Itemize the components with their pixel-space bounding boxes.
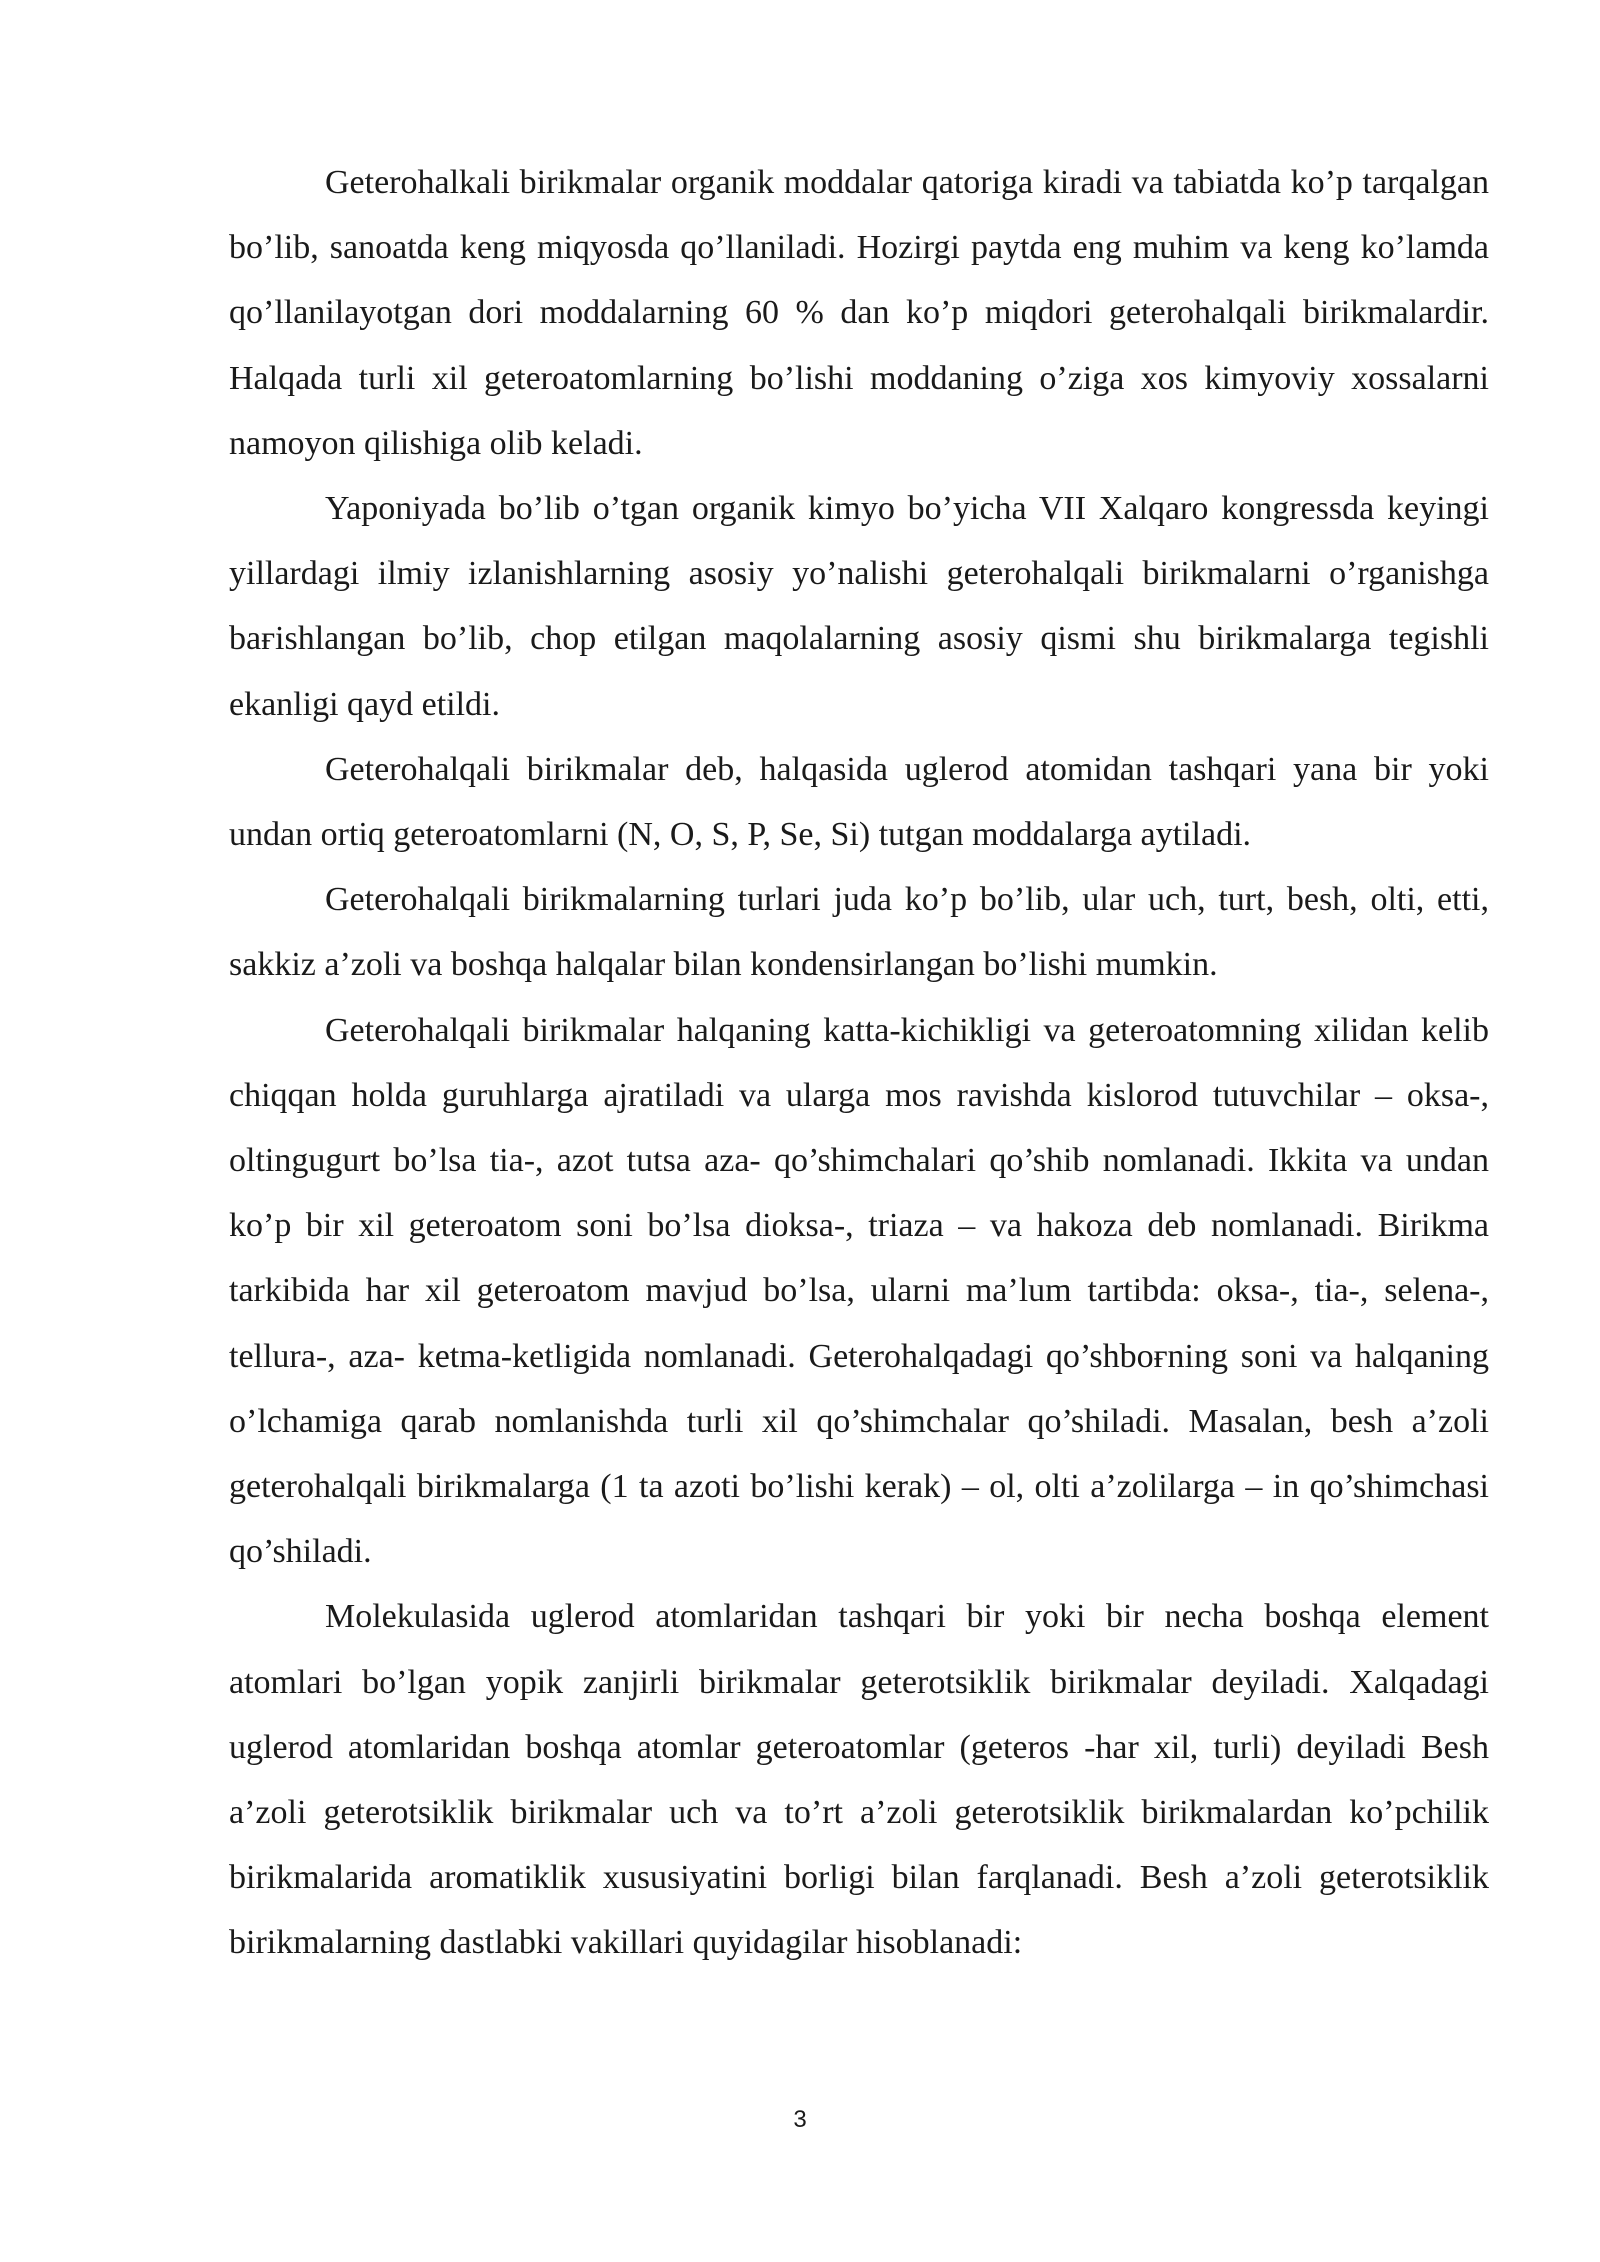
paragraph-nomenclature: Geterohalqali birikmalar halqaning katta-kichikligi va geteroatomning xilidan kelib chiqqan holda guruhlarga ajratiladi va ularga mos ravishda kislorod tutuvchilar – oksa-, oltingugurt bo’lsa tia-, azot tutsa aza- qo’shimchalari qo’shib nomlanadi. Ikkita va undan ko’p bir xil geteroatom soni bo’lsa dioksa-, triaza – va hakoza deb nomlanadi. Birikma tarkibida har xil geteroatom mavjud bo’lsa, ularni ma’lum tartibda: oksa-, tia-, selena-, tellura-, aza- ketma-ketligida nomlanadi. Geterohalqadagi qo’shboғning soni va halqaning o’lchamiga qarab nomlanishda turli xil qo’shimchalar qo’shiladi. Masalan, besh a’zoli geterohalqali birikmalarga (1 ta azoti bo’lishi kerak) – ol, olti a’zolilarga – in qo’shimchasi qo’shiladi. bbox=[229, 1011, 1489, 1571]
page-number: 3 bbox=[793, 2106, 807, 2133]
paragraph-heterocyclic: Molekulasida uglerod atomlaridan tashqari bir yoki bir necha boshqa element atomlari bo’lgan yopik zanjirli birikmalar geterotsiklik birikmalar deyiladi. Xalqadagi uglerod atomlaridan boshqa atomlar geteroatomlar (geteros -har xil, turli) deyiladi Besh a’zoli geterotsiklik birikmalar uch va to’rt a’zoli geterotsiklik birikmalardan ko’pchilik birikmalarida aromatiklik xususiyatini borligi bilan farqlanadi. Besh a’zoli geterotsiklik birikmalarning dastlabki vakillari quyidagilar hisoblanadi: bbox=[229, 1598, 1489, 1962]
paragraph-intro: Geterohalkali birikmalar organik moddalar qatoriga kiradi va tabiatda ko’p tarqalgan bo’lib, sanoatda keng miqyosda qo’llaniladi. Hozirgi paytda eng muhim va keng ko’lamda qo’llanilayotgan dori moddalarning 60 % dan ko’p miqdori geterohalqali birikmalardir. Halqada turli xil geteroatomlarning bo’lishi moddaning o’ziga xos kimyoviy xossalarni namoyon qilishiga olib keladi. bbox=[229, 164, 1489, 462]
paragraph-congress: Yaponiyada bo’lib o’tgan organik kimyo bo’yicha VII Xalqaro kongressda keyingi yillardagi ilmiy izlanishlarning asosiy yo’nalishi geterohalqali birikmalarni o’rganishga baғishlangan bo’lib, chop etilgan maqolalarning asosiy qismi shu birikmalarga tegishli ekanligi qayd etildi. bbox=[229, 490, 1489, 723]
body-text bbox=[229, 150, 1489, 1976]
paragraph-types: Geterohalqali birikmalarning turlari juda ko’p bo’lib, ular uch, turt, besh, olti, etti, sakkiz a’zoli va boshqa halqalar bilan kondensirlangan bo’lishi mumkin. bbox=[229, 881, 1489, 984]
paragraph-definition: Geterohalqali birikmalar deb, halqasida uglerod atomidan tashqari yana bir yoki undan ortiq geteroatomlarni (N, O, S, P, Se, Si) tutgan moddalarga aytiladi. bbox=[229, 750, 1489, 854]
